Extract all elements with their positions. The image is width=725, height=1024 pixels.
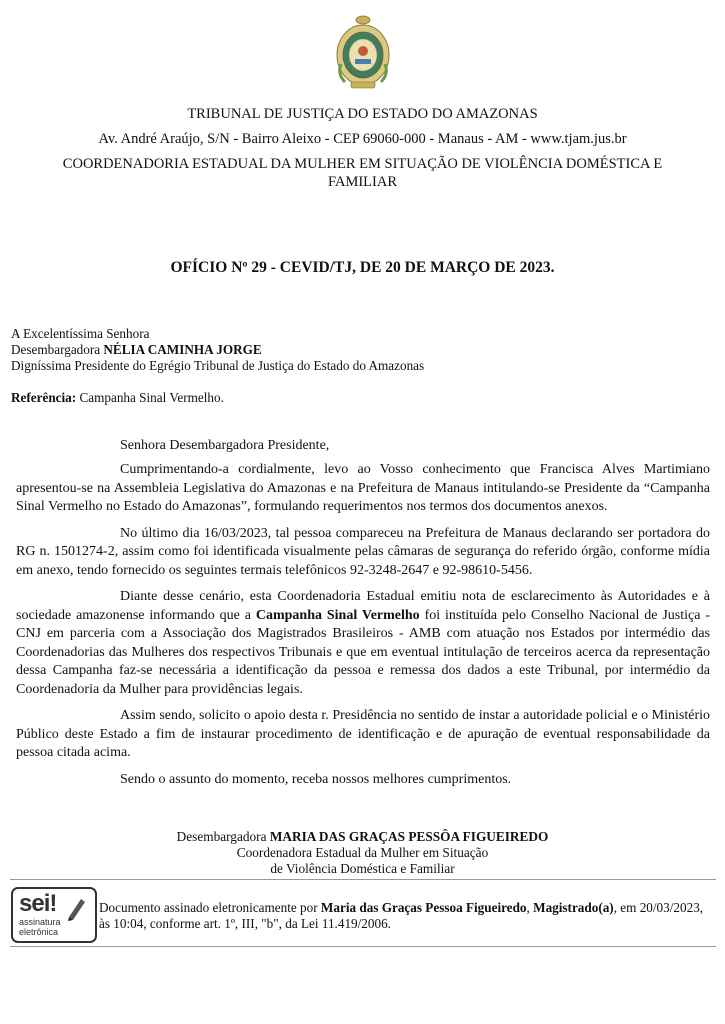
recipient-line2 bbox=[11, 342, 424, 358]
signature-block bbox=[0, 829, 725, 877]
sei-signature-notice bbox=[99, 900, 711, 932]
paragraph-2: No último dia 16/03/2023, tal pessoa compareceu na Prefeitura de Manaus declarando ser portadora do RG n. 1501274-2, assim como foi identificada visualmente pelas câmaras de segurança do referido órgão, conforme mídia em anexo, tendo fornecido os seguintes termais telefônicos 92-3248-2647 e 92-98610-5456. bbox=[16, 525, 710, 578]
sei-text-start: Documento assinado eletronicamente por bbox=[99, 900, 318, 915]
signature-line1 bbox=[0, 829, 725, 845]
signer-role-1: Coordenadora Estadual da Mulher em Situação bbox=[236, 845, 489, 860]
paragraph-3-end: foi instituída pelo Conselho Nacional de Justiça - CNJ em parceria com a Associação dos Magistrados Brasileiros - AMB com atuação nos Estados por intermédio das Coordenadorias das Mulheres dos respectivos Tribunais e que em eventual intitulação de terceiros acerca da representação dessa Campanha faz-se necessária a identificação da pessoa e remessa dos dados a este Tribunal, por intermédio da Coordenadoria da Mulher para providências legais. bbox=[16, 607, 711, 697]
recipient-line1: A Excelentíssima Senhora bbox=[11, 326, 150, 341]
sei-logo-sub2: eletrônica bbox=[19, 927, 59, 937]
sei-text-end: , em 20/03/2023, às 10:04, conforme art. 1º, III, "b", da Lei 11.419/2006. bbox=[99, 900, 704, 931]
recipient-name: NÉLIA CAMINHA JORGE bbox=[103, 342, 262, 357]
letter-body bbox=[16, 461, 710, 789]
paragraph-1: Cumprimentando-a cordialmente, levo ao Vosso conhecimento que Francisca Alves Martimiano apresentou-se na Assembleia Legislativa do Amazonas e na Prefeitura de Manaus intitulando-se Presidente da “Campanha Sinal Vermelho no Estado do Amazonas”, formulando requerimentos nos termos dos documentos anexos. bbox=[16, 462, 710, 514]
sei-logo-subtext bbox=[19, 917, 61, 937]
signer-role-2: de Violência Doméstica e Familiar bbox=[270, 861, 455, 876]
paragraph-5: Sendo o assunto do momento, receba nossos melhores cumprimentos. bbox=[120, 771, 512, 787]
campaign-name: Campanha Sinal Vermelho bbox=[255, 607, 420, 623]
institution-name: TRIBUNAL DE JUSTIÇA DO ESTADO DO AMAZONAS bbox=[187, 106, 538, 122]
divider-top bbox=[10, 879, 716, 880]
paragraph-3 bbox=[16, 588, 710, 699]
recipient-prefix: Desembargadora bbox=[11, 342, 101, 357]
sei-signer: Maria das Graças Pessoa Figueiredo bbox=[320, 900, 527, 915]
recipient-block bbox=[11, 326, 424, 374]
recipient-line3: Digníssima Presidente do Egrégio Tribunal de Justiça do Estado do Amazonas bbox=[11, 358, 425, 373]
institution-address: Av. André Araújo, S/N - Bairro Aleixo - CEP 69060-000 - Manaus - AM - www.tjam.jus.br bbox=[98, 131, 627, 147]
sei-separator: , bbox=[526, 900, 530, 915]
signer-name: MARIA DAS GRAÇAS PESSÔA FIGUEIREDO bbox=[269, 829, 549, 844]
signer-prefix: Desembargadora bbox=[176, 829, 267, 844]
reference-label: Referência: bbox=[11, 390, 77, 405]
reference-text: Campanha Sinal Vermelho. bbox=[79, 390, 224, 405]
sei-logo-sub1: assinatura bbox=[19, 917, 61, 927]
sei-logo bbox=[11, 887, 97, 943]
paragraph-4: Assim sendo, solicito o apoio desta r. Presidência no sentido de instar a autoridade policial e o Ministério Público deste Estado a fim de instaurar procedimento de identificação e de apuração de eventual responsabilidade da pessoa citada acima. bbox=[16, 708, 710, 760]
sei-signer-role: Magistrado(a) bbox=[533, 900, 614, 915]
reference-line bbox=[11, 390, 224, 406]
coat-of-arms-seal bbox=[333, 14, 393, 90]
pen-icon bbox=[65, 895, 89, 921]
divider-bottom bbox=[10, 946, 716, 947]
paragraph-3-start: Diante desse cenário, esta Coordenadoria Estadual emitiu nota de esclarecimento às Autoridades e à sociedade amazonense informando que a bbox=[16, 589, 710, 623]
document-title: OFÍCIO Nº 29 - CEVID/TJ, DE 20 DE MARÇO DE 2023. bbox=[170, 259, 555, 276]
salutation: Senhora Desembargadora Presidente, bbox=[120, 438, 330, 453]
sei-logo-text: sei! bbox=[19, 890, 57, 917]
department-name: COORDENADORIA ESTADUAL DA MULHER EM SITUAÇÃO DE VIOLÊNCIA DOMÉSTICA E FAMILIAR bbox=[62, 156, 663, 190]
